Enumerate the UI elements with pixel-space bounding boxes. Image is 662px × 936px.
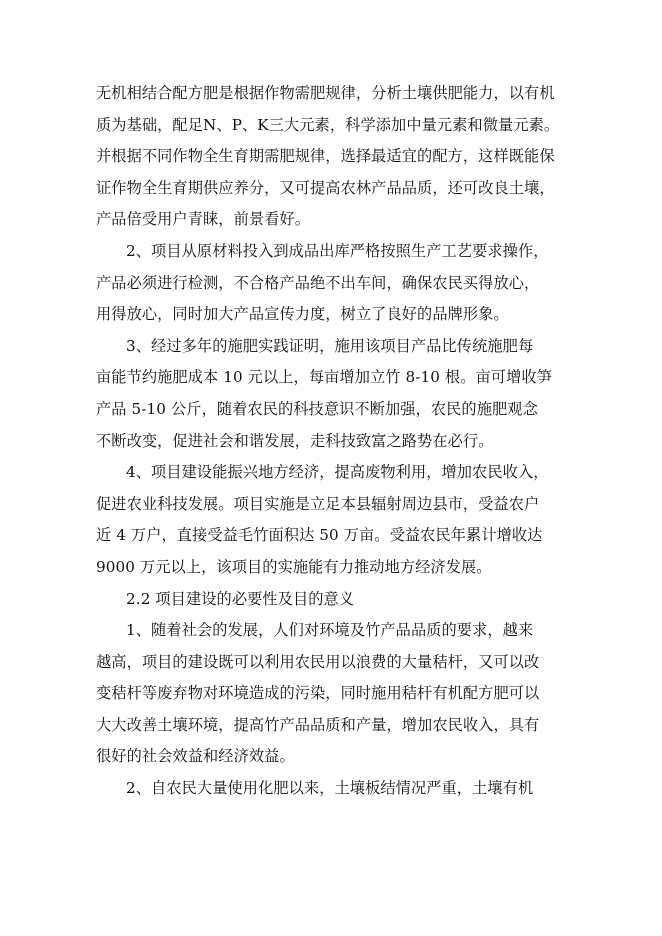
text-line-first: 2、项目从原材料投入到成品出库严格按照生产工艺要求操作， — [126, 241, 549, 260]
text-line: 产品倍受用户青睐，前景看好。 — [96, 210, 311, 229]
text-line-first: 4、项目建设能振兴地方经济，提高废物利用，增加农民收入， — [126, 463, 549, 482]
text-line: 大大改善土壤环境，提高竹产品品质和产量，增加农民收入，具有 — [96, 715, 540, 734]
paragraph-necessity-2 — [96, 773, 574, 805]
text-line: 不断改变，促进社会和谐发展，走科技致富之路势在必行。 — [96, 431, 494, 450]
text-line: 9000 万元以上，该项目的实施能有力推动地方经济发展。 — [96, 557, 492, 576]
text-line-first: 1、随着社会的发展，人们对环境及竹产品品质的要求，越来 — [126, 621, 534, 640]
paragraph-point-3 — [96, 331, 574, 457]
text-line: 产品 5-10 公斤，随着农民的科技意识不断加强，农民的施肥观念 — [96, 399, 538, 418]
paragraph-intro-continued — [96, 78, 574, 236]
text-line: 无机相结合配方肥是根据作物需肥规律，分析土壤供肥能力，以有机 — [96, 84, 555, 102]
text-line: 用得放心，同时加大产品宣传力度，树立了良好的品牌形象。 — [96, 305, 509, 324]
paragraph-point-4 — [96, 457, 574, 583]
text-line: 近 4 万户，直接受益毛竹面积达 50 万亩。受益农民年累计增收达 — [96, 526, 543, 545]
paragraph-necessity-1 — [96, 615, 574, 773]
text-line: 促进农业科技发展。项目实施是立足本县辐射周边县市，受益农户 — [96, 494, 540, 513]
text-line-first: 2、自农民大量使用化肥以来，土壤板结情况严重，土壤有机 — [126, 779, 534, 798]
section-heading — [96, 584, 574, 616]
paragraph-point-2 — [96, 236, 574, 331]
text-line: 产品必须进行检测，不合格产品绝不出车间，确保农民买得放心， — [96, 273, 540, 292]
text-line-first: 3、经过多年的施肥实践证明，施用该项目产品比传统施肥每 — [126, 336, 534, 355]
text-line: 亩能节约施肥成本 10 元以上，每亩增加立竹 8-10 根。亩可增收笋 — [96, 368, 552, 387]
text-line: 很好的社会效益和经济效益。 — [96, 747, 295, 766]
text-line: 证作物全生育期供应养分，又可提高农林产品品质，还可改良土壤， — [96, 178, 555, 197]
document-body — [96, 78, 574, 805]
text-line: 质为基础，配足N、P、K三大元素，科学添加中量元素和微量元素。 — [96, 115, 560, 134]
section-title: 2.2 项目建设的必要性及目的意义 — [126, 589, 355, 608]
text-line: 变秸杆等废弃物对环境造成的污染，同时施用秸杆有机配方肥可以 — [96, 684, 540, 703]
text-line: 越高，项目的建设既可以利用农民用以浪费的大量秸杆，又可以改 — [96, 652, 540, 671]
text-line: 并根据不同作物全生育期需肥规律，选择最适宜的配方，这样既能保 — [96, 147, 555, 166]
